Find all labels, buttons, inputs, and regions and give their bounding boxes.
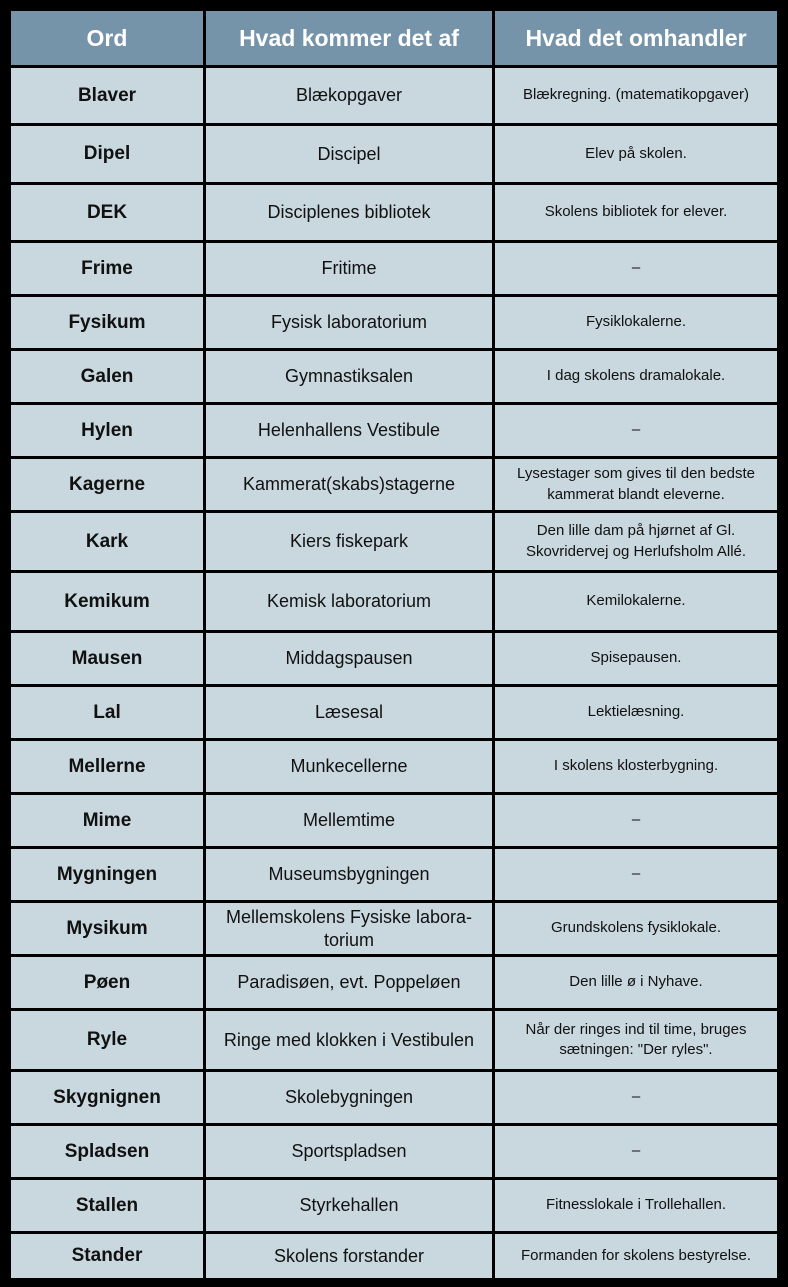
cell-ord: Skygnignen	[11, 1072, 203, 1123]
cell-origin: Kemisk laboratorium	[206, 573, 492, 630]
header-ord: Ord	[11, 11, 203, 65]
cell-meaning: Fysiklokalerne.	[495, 297, 777, 348]
header-origin: Hvad kommer det af	[206, 11, 492, 65]
cell-ord: Dipel	[11, 126, 203, 182]
glossary-table	[11, 11, 777, 1276]
cell-origin: Discipel	[206, 126, 492, 182]
cell-origin: Blækopgaver	[206, 68, 492, 123]
cell-meaning: Spisepausen.	[495, 633, 777, 684]
cell-meaning: Den lille ø i Nyhave.	[495, 957, 777, 1008]
cell-meaning: Elev på skolen.	[495, 126, 777, 182]
cell-ord: Frime	[11, 243, 203, 294]
cell-ord: Mygningen	[11, 849, 203, 900]
cell-ord: Blaver	[11, 68, 203, 123]
cell-ord: Fysikum	[11, 297, 203, 348]
cell-meaning: Kemilokalerne.	[495, 573, 777, 630]
cell-origin: Sportspladsen	[206, 1126, 492, 1177]
cell-origin: Middagspausen	[206, 633, 492, 684]
cell-origin: Skolens forstander	[206, 1234, 492, 1278]
cell-meaning: –	[495, 795, 777, 846]
cell-meaning: –	[495, 1126, 777, 1177]
cell-ord: Kemikum	[11, 573, 203, 630]
cell-ord: Kagerne	[11, 459, 203, 510]
cell-ord: Mysikum	[11, 903, 203, 954]
cell-meaning: Skolens bibliotek for elever.	[495, 185, 777, 240]
cell-origin: Munkecellerne	[206, 741, 492, 792]
cell-origin: Styrkehallen	[206, 1180, 492, 1231]
cell-ord: DEK	[11, 185, 203, 240]
cell-ord: Mausen	[11, 633, 203, 684]
cell-meaning: –	[495, 405, 777, 456]
cell-ord: Stallen	[11, 1180, 203, 1231]
cell-ord: Spladsen	[11, 1126, 203, 1177]
cell-origin: Museumsbygningen	[206, 849, 492, 900]
cell-meaning: –	[495, 243, 777, 294]
cell-meaning: Fitnesslokale i Trollehallen.	[495, 1180, 777, 1231]
cell-origin: Fritime	[206, 243, 492, 294]
cell-ord: Ryle	[11, 1011, 203, 1069]
cell-ord: Lal	[11, 687, 203, 738]
cell-origin: Mellemskolens Fysiske laboratorium	[206, 903, 492, 954]
cell-origin: Kammerat(skabs)stagerne	[206, 459, 492, 510]
cell-meaning: Lektielæsning.	[495, 687, 777, 738]
cell-origin: Kiers fiskepark	[206, 513, 492, 570]
cell-meaning: I dag skolens dramalokale.	[495, 351, 777, 402]
cell-origin: Skolebygningen	[206, 1072, 492, 1123]
cell-ord: Kark	[11, 513, 203, 570]
cell-meaning: –	[495, 1072, 777, 1123]
cell-origin: Fysisk laboratorium	[206, 297, 492, 348]
cell-meaning: I skolens klosterbygning.	[495, 741, 777, 792]
cell-origin: Ringe med klokken i Vestibulen	[206, 1011, 492, 1069]
cell-ord: Galen	[11, 351, 203, 402]
cell-meaning: Når der ringes ind til time, bruges sætningen: "Der ryles".	[495, 1011, 777, 1069]
cell-meaning: Den lille dam på hjørnet af Gl. Skovridervej og Herlufsholm Allé.	[495, 513, 777, 570]
cell-ord: Mime	[11, 795, 203, 846]
cell-meaning: Formanden for skolens bestyrelse.	[495, 1234, 777, 1278]
cell-origin: Gymnastiksalen	[206, 351, 492, 402]
cell-ord: Pøen	[11, 957, 203, 1008]
cell-origin: Læsesal	[206, 687, 492, 738]
cell-ord: Mellerne	[11, 741, 203, 792]
cell-origin: Mellemtime	[206, 795, 492, 846]
cell-meaning: Blækregning. (matematikopgaver)	[495, 68, 777, 123]
cell-meaning: –	[495, 849, 777, 900]
cell-ord: Stander	[11, 1234, 203, 1278]
cell-ord: Hylen	[11, 405, 203, 456]
cell-origin: Paradisøen, evt. Poppeløen	[206, 957, 492, 1008]
header-meaning: Hvad det omhandler	[495, 11, 777, 65]
cell-origin: Helenhallens Vestibule	[206, 405, 492, 456]
cell-meaning: Lysestager som gives til den bedste kammerat blandt eleverne.	[495, 459, 777, 510]
cell-meaning: Grundskolens fysiklokale.	[495, 903, 777, 954]
cell-origin: Disciplenes bibliotek	[206, 185, 492, 240]
